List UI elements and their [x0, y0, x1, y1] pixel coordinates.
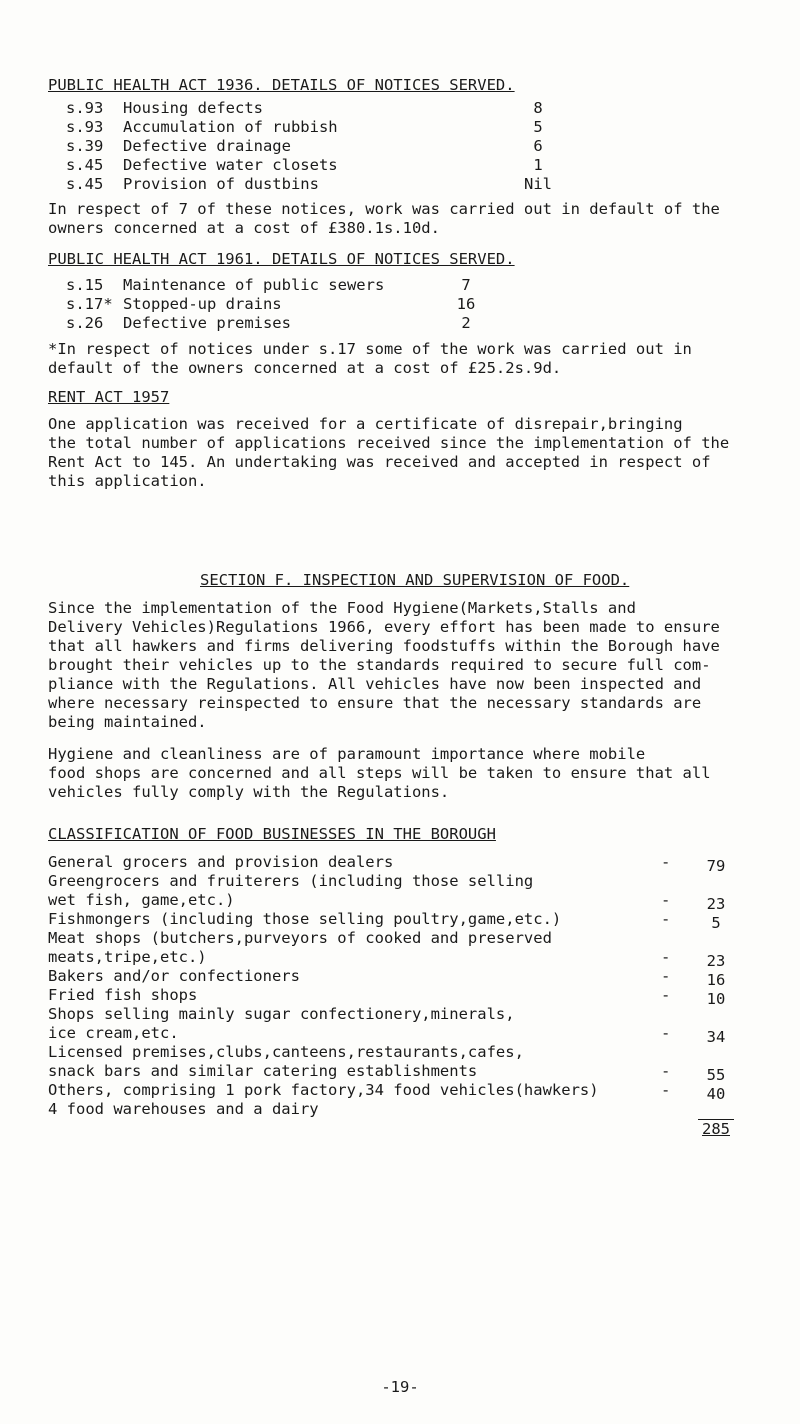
- item-count: 23: [706, 952, 726, 970]
- act1961-heading: PUBLIC HEALTH ACT 1961. DETAILS OF NOTICES SERVED.: [48, 250, 515, 268]
- item-text: Meat shops (butchers,purveyors of cooked and preserved meats,tripe,etc.): [48, 929, 552, 966]
- classification-item: [48, 872, 748, 913]
- item-dash: -: [661, 967, 671, 985]
- item-dash: -: [661, 986, 671, 1004]
- section-ref: s.39: [66, 137, 104, 155]
- section-ref: s.45: [66, 175, 104, 193]
- classification-item: [48, 967, 748, 989]
- item-count: 55: [706, 1066, 726, 1084]
- classification-item: [48, 853, 748, 875]
- page-number: -19-: [381, 1378, 419, 1396]
- section-f-paragraph-1: Since the implementation of the Food Hygiene(Markets,Stalls and Delivery Vehicles)Regulations 1966, every effort has been made to ensure that all hawkers and firms delivering foodstuffs within the Borough have brought their vehicles up to the standards required to secure full com- pliance with the Regulations. All vehicles have now been inspected and where necessary reinspected to ensure that the necessary standards are being maintained.: [48, 599, 720, 731]
- item-dash: -: [661, 1081, 671, 1099]
- item-text: Bakers and/or confectioners: [48, 967, 300, 985]
- row-count: 1: [533, 156, 543, 174]
- section-ref: s.17*: [66, 295, 113, 313]
- classification-heading: CLASSIFICATION OF FOOD BUSINESSES IN THE BOROUGH: [48, 825, 496, 843]
- row-count: 5: [533, 118, 543, 136]
- row-count: 2: [461, 314, 471, 332]
- rent-act-heading: RENT ACT 1957: [48, 388, 170, 406]
- section-ref: s.45: [66, 156, 104, 174]
- item-count: 34: [706, 1028, 726, 1046]
- row-count: 8: [533, 99, 543, 117]
- section-ref: s.93: [66, 99, 104, 117]
- item-dash: -: [661, 853, 671, 871]
- section-ref: s.15: [66, 276, 104, 294]
- classification-total: 285: [698, 1120, 734, 1139]
- classification-item: [48, 1081, 748, 1119]
- row-description: Maintenance of public sewers: [123, 276, 385, 294]
- section-f-paragraph-2: Hygiene and cleanliness are of paramount importance where mobile food shops are concerned and all steps will be taken to ensure that all vehicles fully comply with the Regulations.: [48, 745, 711, 801]
- item-text: Shops selling mainly sugar confectionery,minerals, ice cream,etc.: [48, 1005, 515, 1042]
- item-count: 5: [711, 914, 721, 932]
- item-text: Fried fish shops: [48, 986, 198, 1004]
- row-count: Nil: [524, 175, 552, 193]
- row-count: 7: [461, 276, 471, 294]
- item-text: Greengrocers and fruiterers (including those selling wet fish, game,etc.): [48, 872, 534, 909]
- classification-item: [48, 910, 748, 932]
- item-count: 10: [706, 990, 726, 1008]
- row-count: 16: [456, 295, 476, 313]
- classification-item: [48, 1043, 748, 1084]
- section-ref: s.26: [66, 314, 104, 332]
- item-count: 16: [706, 971, 726, 989]
- row-description: Stopped-up drains: [123, 295, 282, 313]
- item-dash: -: [661, 891, 671, 909]
- section-ref: s.93: [66, 118, 104, 136]
- row-description: Defective premises: [123, 314, 291, 332]
- item-text: Fishmongers (including those selling poultry,game,etc.): [48, 910, 562, 928]
- item-dash: -: [661, 948, 671, 966]
- item-text: General grocers and provision dealers: [48, 853, 394, 871]
- section-f-heading: SECTION F. INSPECTION AND SUPERVISION OF FOOD.: [200, 571, 630, 589]
- row-description: Housing defects: [123, 99, 263, 117]
- row-description: Defective drainage: [123, 137, 291, 155]
- item-text: Licensed premises,clubs,canteens,restaurants,cafes, snack bars and similar catering establishments: [48, 1043, 524, 1080]
- classification-item: [48, 929, 748, 970]
- classification-item: [48, 1005, 748, 1046]
- item-dash: -: [661, 1062, 671, 1080]
- row-count: 6: [533, 137, 543, 155]
- item-dash: -: [661, 1024, 671, 1042]
- item-count: 23: [706, 895, 726, 913]
- classification-item: [48, 986, 748, 1008]
- rent-act-paragraph: One application was received for a certificate of disrepair,bringing the total number of applications received since the implementation of the Rent Act to 145. An undertaking was received and accepted in respect of this application.: [48, 415, 730, 490]
- act1936-note: In respect of 7 of these notices, work was carried out in default of the owners concerned at a cost of £380.1s.10d.: [48, 200, 720, 237]
- item-count: 40: [706, 1085, 726, 1103]
- act1961-note: *In respect of notices under s.17 some of the work was carried out in default of the owners concerned at a cost of £25.2s.9d.: [48, 340, 692, 377]
- row-description: Defective water closets: [123, 156, 338, 174]
- row-description: Provision of dustbins: [123, 175, 319, 193]
- item-count: 79: [706, 857, 726, 875]
- row-description: Accumulation of rubbish: [123, 118, 338, 136]
- item-text: Others, comprising 1 pork factory,34 food vehicles(hawkers) 4 food warehouses and a dairy: [48, 1081, 599, 1118]
- item-dash: -: [661, 910, 671, 928]
- act1936-heading: PUBLIC HEALTH ACT 1936. DETAILS OF NOTICES SERVED.: [48, 76, 515, 94]
